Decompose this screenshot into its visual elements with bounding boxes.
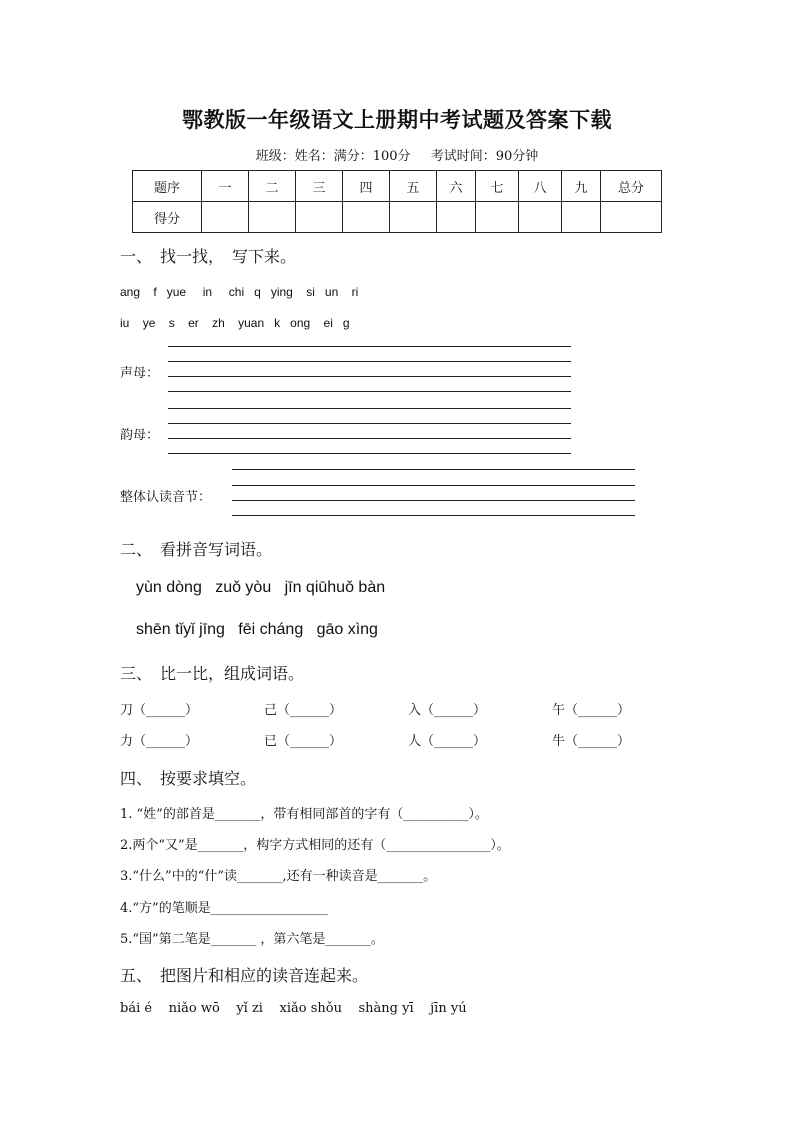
- fill-item: 5.“国”第二笔是_______ ，第六笔是_______。: [120, 932, 384, 947]
- score-header-cell: 题序: [133, 171, 202, 202]
- shengmu-label: 声母：: [120, 366, 160, 381]
- score-cell[interactable]: [601, 202, 662, 233]
- exam-info: [0, 145, 794, 164]
- class-name-score: 班级：姓名：满分：100分: [255, 149, 411, 164]
- fill-item: 3.“什么”中的“什”读_______,还有一种读音是_______。: [120, 869, 437, 884]
- answer-line[interactable]: [232, 469, 635, 470]
- compare-item: 刀（______）: [120, 703, 199, 718]
- score-header-cell: 七: [476, 171, 519, 202]
- zhengti-label: 整体认读音节：: [120, 490, 212, 505]
- pinyin-item: chi: [228, 285, 245, 299]
- section2-heading: 二、 看拼音写词语。: [120, 540, 273, 559]
- pinyin-item: si: [306, 285, 315, 299]
- pinyin-option: jīn yú: [430, 1001, 467, 1016]
- pinyin-word: yǐ jīng: [183, 621, 225, 638]
- compare-item: 己（______）: [264, 703, 343, 718]
- fill-item: 4.“方”的笔顺是__________________: [120, 901, 328, 916]
- pinyin-option: bái é: [120, 1001, 153, 1016]
- pinyin-item: ying: [270, 285, 293, 299]
- score-header-cell: 总分: [601, 171, 662, 202]
- pinyin-word: fēi cháng: [238, 621, 304, 638]
- pinyin-words-row-2: [136, 621, 378, 639]
- score-row-label: 得分: [133, 202, 202, 233]
- pinyin-word: jīn qiū: [284, 579, 328, 596]
- pinyin-item: f: [153, 285, 157, 299]
- score-cell[interactable]: [476, 202, 519, 233]
- section4-heading: 四、 按要求填空。: [120, 769, 257, 788]
- pinyin-word: yùn dòng: [136, 579, 202, 596]
- pinyin-item: g: [342, 316, 350, 330]
- pinyin-word: shēn tǐ: [136, 621, 184, 638]
- pinyin-item: un: [324, 285, 339, 299]
- answer-line[interactable]: [168, 361, 571, 362]
- score-header-cell: 三: [296, 171, 343, 202]
- section1-heading: 一、 找一找， 写下来。: [120, 247, 297, 266]
- answer-line[interactable]: [168, 438, 571, 439]
- compare-item: 已（______）: [264, 734, 343, 749]
- section5-heading: 五、 把图片和相应的读音连起来。: [120, 966, 369, 985]
- pinyin-row-1: [120, 285, 358, 299]
- score-header-cell: 九: [562, 171, 601, 202]
- compare-item: 人（______）: [408, 734, 487, 749]
- pinyin-item: yuan: [238, 316, 265, 330]
- answer-line[interactable]: [232, 500, 635, 501]
- score-cell[interactable]: [519, 202, 562, 233]
- pinyin-item: zh: [212, 316, 225, 330]
- pinyin-item: ang: [120, 285, 141, 299]
- yunmu-label: 韵母：: [120, 428, 160, 443]
- pinyin-option: yǐ zi: [236, 1001, 263, 1016]
- section3-heading: 三、 比一比，组成词语。: [120, 664, 305, 683]
- pinyin-item: ri: [351, 285, 359, 299]
- compare-item: 入（______）: [408, 703, 487, 718]
- pinyin-word: zuǒ yòu: [215, 579, 272, 596]
- pinyin-item: yue: [166, 285, 187, 299]
- answer-line[interactable]: [232, 485, 635, 486]
- compare-item: 牛（______）: [552, 734, 631, 749]
- pinyin-item: iu: [120, 316, 130, 330]
- score-header-cell: 二: [249, 171, 296, 202]
- score-cell[interactable]: [202, 202, 249, 233]
- answer-line[interactable]: [168, 408, 571, 409]
- score-cell[interactable]: [390, 202, 437, 233]
- fill-item: 1. “姓”的部首是_______，带有相同部首的字有（__________）。: [120, 807, 488, 822]
- pinyin-match-row: [120, 1001, 467, 1016]
- score-header-cell: 六: [437, 171, 476, 202]
- answer-line[interactable]: [168, 391, 571, 392]
- pinyin-words-row-1: [136, 579, 385, 597]
- pinyin-word: huǒ bàn: [327, 579, 386, 596]
- pinyin-item: q: [254, 285, 261, 299]
- pinyin-option: xiǎo shǒu: [279, 1001, 342, 1016]
- pinyin-word: gāo xìng: [316, 621, 378, 638]
- score-cell[interactable]: [296, 202, 343, 233]
- answer-line[interactable]: [232, 515, 635, 516]
- score-cell[interactable]: [437, 202, 476, 233]
- page-title: 鄂教版一年级语文上册期中考试题及答案下载: [182, 107, 612, 132]
- answer-line[interactable]: [168, 453, 571, 454]
- pinyin-item: k: [274, 316, 281, 330]
- pinyin-item: s: [168, 316, 175, 330]
- score-header-cell: 四: [343, 171, 390, 202]
- answer-line[interactable]: [168, 376, 571, 377]
- score-header-cell: 五: [390, 171, 437, 202]
- answer-line[interactable]: [168, 423, 571, 424]
- score-header-cell: 八: [519, 171, 562, 202]
- pinyin-row-2: [120, 316, 350, 330]
- fill-item: 2.两个“又”是_______，构字方式相同的还有（________________）。: [120, 838, 510, 853]
- exam-time: 考试时间：90分钟: [430, 149, 539, 164]
- score-cell[interactable]: [343, 202, 390, 233]
- pinyin-option: niǎo wō: [168, 1001, 220, 1016]
- pinyin-item: ong: [290, 316, 311, 330]
- compare-item: 午（______）: [552, 703, 631, 718]
- score-cell[interactable]: [562, 202, 601, 233]
- pinyin-item: in: [202, 285, 213, 299]
- score-table-score-row: [133, 202, 662, 233]
- score-table-header-row: [133, 171, 662, 202]
- compare-item: 力（______）: [120, 734, 199, 749]
- answer-line[interactable]: [168, 346, 571, 347]
- pinyin-option: shàng yī: [358, 1001, 414, 1016]
- pinyin-item: ye: [142, 316, 156, 330]
- pinyin-item: er: [188, 316, 199, 330]
- score-cell[interactable]: [249, 202, 296, 233]
- pinyin-item: ei: [323, 316, 333, 330]
- score-table: [132, 170, 662, 233]
- score-header-cell: 一: [202, 171, 249, 202]
